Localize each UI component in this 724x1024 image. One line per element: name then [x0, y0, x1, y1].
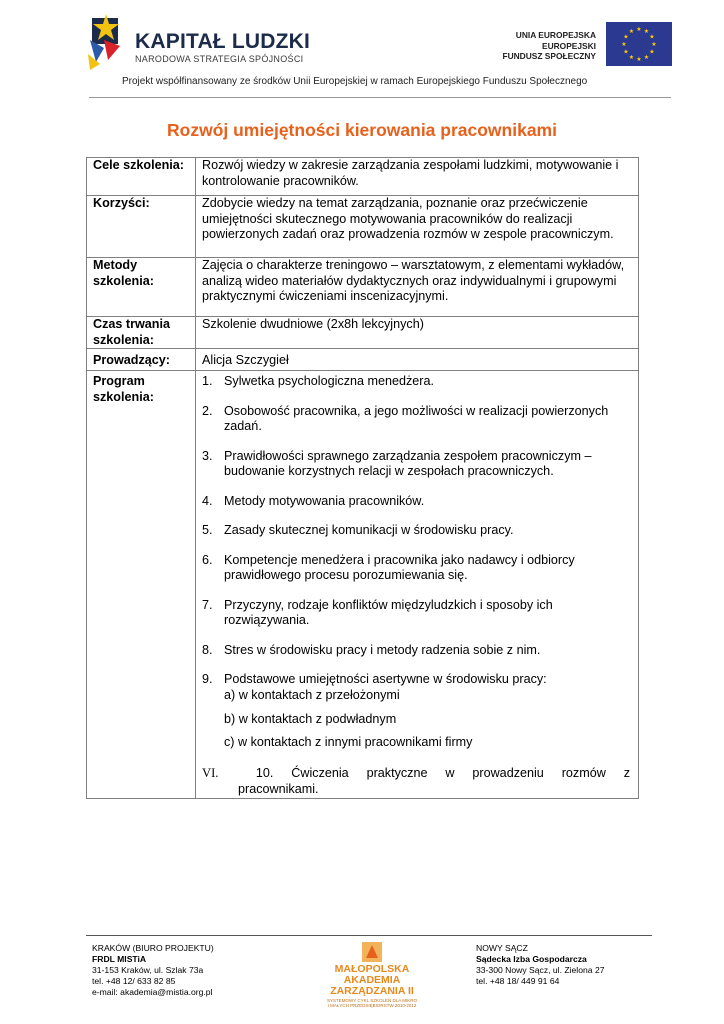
eu-flag-icon	[606, 22, 672, 66]
program-item: 2. Osobowość pracownika, a jego możliwości w realizacji powierzonych zadań.	[202, 403, 609, 433]
label-cele: Cele szkolenia:	[87, 158, 196, 196]
footer-right-line: NOWY SĄCZ	[476, 943, 528, 953]
value-program	[196, 371, 639, 799]
training-info-table	[86, 157, 639, 799]
value-prowadzacy: Alicja Szczygieł	[196, 349, 639, 371]
program-subitem-c: c) w kontaktach z innymi pracownikami firmy	[224, 734, 473, 749]
svg-text:★: ★	[623, 48, 629, 56]
project-cofinancing-line: Projekt współfinansowany ze środków Unii Europejskiej w ramach Europejskiego Funduszu Społecznego	[122, 76, 588, 87]
last-word: z	[623, 766, 630, 780]
label-program: Program szkolenia:	[87, 371, 196, 799]
row-czas	[87, 317, 639, 349]
last-word: prowadzeniu	[472, 766, 544, 780]
footer-left-line: 31-153 Kraków, ul. Szlak 73a	[92, 965, 204, 975]
svg-text:★: ★	[636, 56, 642, 63]
document-title: Rozwój umiejętności kierowania pracownikami	[167, 120, 557, 140]
last-word: w	[445, 766, 455, 780]
label-czas: Czas trwania szkolenia:	[87, 317, 196, 349]
svg-text:★: ★	[621, 41, 627, 48]
program-item: 7. Przyczyny, rodzaje konfliktów międzyludzkich i sposoby ich rozwiązywania.	[202, 597, 553, 627]
row-prowadzacy	[87, 349, 639, 371]
footer-krakow-contact	[92, 943, 214, 998]
program-item: 1. Sylwetka psychologiczna menedżera.	[202, 374, 435, 388]
svg-text:★: ★	[649, 48, 655, 56]
label-prowadzacy: Prowadzący:	[87, 349, 196, 371]
last-word: Ćwiczenia	[291, 766, 349, 780]
row-cele	[87, 158, 639, 196]
eu-text-block	[502, 30, 596, 62]
value-cele: Rozwój wiedzy w zakresie zarządzania zespołami ludzkimi, motywowanie i kontrolowanie pracowników.	[196, 158, 639, 196]
svg-text:★: ★	[623, 33, 629, 41]
eu-line-3: FUNDUSZ SPOŁECZNY	[502, 51, 596, 61]
eu-line-1: UNIA EUROPEJSKA	[515, 30, 596, 40]
value-czas: Szkolenie dwudniowe (2x8h lekcyjnych)	[196, 317, 639, 349]
last-word: rozmów	[561, 766, 606, 780]
logo-title: KAPITAŁ LUDZKI	[135, 30, 311, 53]
program-item: 4. Metody motywowania pracowników.	[202, 493, 425, 508]
footer-left-line: FRDL MISTiA	[92, 954, 147, 964]
logo-subtitle: NARODOWA STRATEGIA SPÓJNOŚCI	[135, 54, 304, 64]
svg-text:★: ★	[643, 28, 650, 35]
row-metody	[87, 258, 639, 317]
footer-right-line: tel. +48 18/ 449 91 64	[476, 976, 560, 986]
value-korzysci: Zdobycie wiedzy na temat zarządzania, poznanie oraz przećwiczenie umiejętności skutecznego motywowania pracowników do realizacji powierzonych zadań oraz prowadzenia rozmów w zespole pracowniczym.	[196, 196, 639, 258]
logo-line-2: AKADEMIA	[343, 974, 401, 986]
program-item: 8. Stres w środowisku pracy i metody radzenia sobie z nim.	[202, 642, 541, 657]
program-list	[202, 374, 634, 688]
logo-line-3: ZARZĄDZANIA II	[330, 985, 414, 997]
footer-left-email: e-mail: akademia@mistia.org.pl	[92, 987, 213, 997]
kapital-ludzki-logo-mark	[86, 10, 126, 72]
header-divider	[89, 97, 671, 98]
program-subitem-b: b) w kontaktach z podwładnym	[224, 712, 397, 726]
program-item-last	[202, 766, 634, 797]
footer-left-line: tel. +48 12/ 633 82 85	[92, 976, 176, 986]
program-subitem-a: a) w kontaktach z przełożonymi	[224, 687, 400, 702]
program-item: 5. Zasady skutecznej komunikacji w środowisku pracy.	[202, 523, 514, 537]
program-last-continuation: pracownikami.	[238, 781, 319, 796]
footer-nowy-sacz-contact	[476, 943, 605, 987]
row-korzysci	[87, 196, 639, 258]
program-last-line	[202, 766, 634, 782]
svg-text:★: ★	[636, 26, 642, 33]
svg-text:★: ★	[649, 33, 655, 41]
last-word: praktyczne	[366, 766, 428, 780]
logo-line-1: MAŁOPOLSKA	[334, 963, 410, 975]
svg-text:★: ★	[643, 54, 650, 61]
last-word: 10.	[255, 766, 274, 780]
malopolska-akademia-logo	[326, 942, 418, 1016]
label-korzysci: Korzyści:	[87, 196, 196, 258]
akademia-logo-icon	[362, 942, 382, 962]
svg-text:★: ★	[628, 54, 635, 61]
logo-small-text: SYSTEMOWY CYKL SZKOLEŃ DLA MIKRO I MAŁYCH PRZEDSIĘBIORSTW 2010-2012	[326, 998, 418, 1008]
footer-right-line: 33-300 Nowy Sącz, ul. Zielona 27	[476, 965, 605, 975]
footer-right-line: Sądecka Izba Gospodarcza	[476, 954, 587, 964]
program-item: 6. Kompetencje menedżera i pracownika jako nadawcy i odbiorcy prawidłowego procesu porozumiewania się.	[202, 552, 575, 582]
label-metody: Metody szkolenia:	[87, 258, 196, 317]
program-item: 9. Podstawowe umiejętności asertywne w środowisku pracy:	[202, 672, 547, 686]
roman-numeral: VI.	[202, 766, 219, 780]
footer-left-line: KRAKÓW (BIURO PROJEKTU)	[92, 943, 214, 953]
svg-text:★: ★	[651, 41, 657, 48]
value-metody: Zajęcia o charakterze treningowo – warsztatowym, z elementami wykładów, analizą wideo materiałów dydaktycznych oraz indywidualnymi i grupowymi praktycznymi ćwiczeniami inscenizacyjnymi.	[196, 258, 639, 317]
svg-text:★: ★	[628, 28, 635, 35]
eu-line-2: EUROPEJSKI	[542, 40, 596, 51]
program-item: 3. Prawidłowości sprawnego zarządzania zespołem pracowniczym – budowanie korzystnych relacji w zespołach pracowniczych.	[202, 448, 592, 478]
footer-divider	[86, 935, 652, 936]
row-program	[87, 371, 639, 799]
